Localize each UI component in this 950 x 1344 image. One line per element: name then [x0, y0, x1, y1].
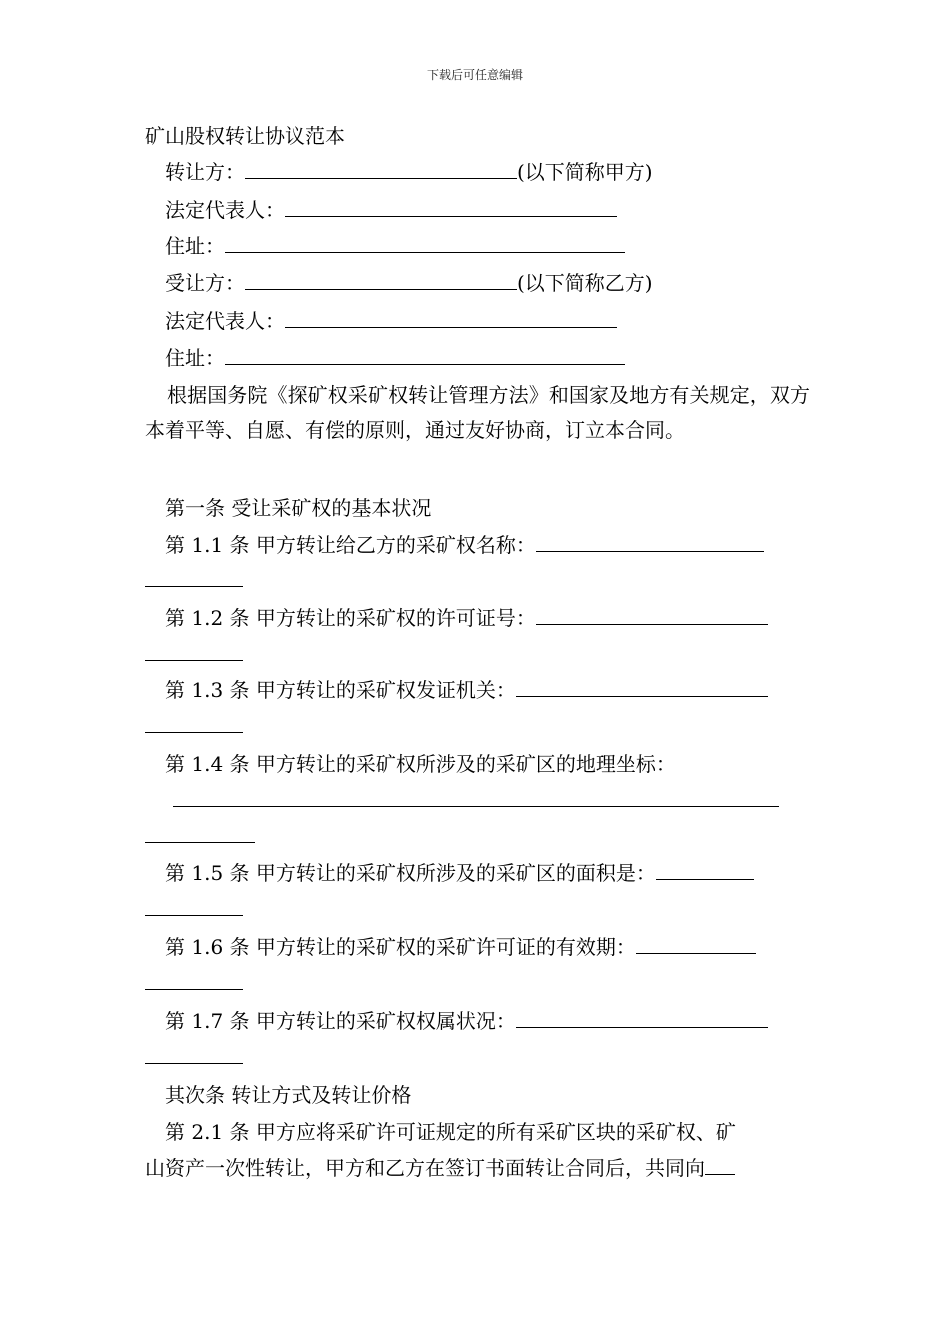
clause-2-1-line2 — [145, 1154, 735, 1182]
clause-1-1-label: 第 1.1 条 甲方转让给乙方的采矿权名称： — [165, 533, 536, 557]
transferor-rep-label: 法定代表人： — [165, 198, 285, 222]
clause-1-7-blank[interactable] — [516, 1007, 768, 1028]
transferee-line — [165, 269, 653, 297]
clause-1-4-blank[interactable] — [173, 786, 779, 807]
preamble-paragraph: 根据国务院《探矿权采矿权转让管理方法》和国家及地方有关规定，双方本着平等、自愿、有偿的原则，通过友好协商，订立本合同。 — [145, 383, 810, 442]
clause-1-5-blank[interactable] — [656, 859, 754, 880]
transferor-line — [165, 158, 653, 186]
transferor-address-blank[interactable] — [225, 232, 625, 253]
clause-1-6 — [165, 933, 756, 961]
clause-1-6-blank[interactable] — [636, 933, 756, 954]
clause-1-7-label: 第 1.7 条 甲方转让的采矿权权属状况： — [165, 1009, 516, 1033]
transferor-suffix: (以下简称甲方) — [517, 160, 653, 184]
clause-1-5-continuation — [145, 895, 243, 923]
article1-heading: 第一条 受让采矿权的基本状况 — [165, 496, 432, 520]
transferee-rep-blank[interactable] — [285, 307, 617, 328]
article2-heading: 其次条 转让方式及转让价格 — [165, 1083, 412, 1107]
document-title: 矿山股权转让协议范本 — [145, 124, 345, 148]
clause-1-1 — [165, 531, 764, 559]
transferor-label: 转让方： — [165, 160, 245, 184]
clause-1-3-blank-cont[interactable] — [145, 712, 243, 733]
transferor-rep-line — [165, 196, 617, 224]
transferee-label: 受让方： — [165, 271, 245, 295]
clause-1-3-continuation — [145, 712, 243, 740]
clause-1-2-label: 第 1.2 条 甲方转让的采矿权的许可证号： — [165, 606, 536, 630]
transferee-address-line — [165, 344, 625, 372]
clause-1-2-blank-cont[interactable] — [145, 640, 243, 661]
clause-1-5-label: 第 1.5 条 甲方转让的采矿权所涉及的采矿区的面积是： — [165, 861, 656, 885]
clause-2-1-line2-text: 山资产一次性转让，甲方和乙方在签订书面转让合同后，共同向 — [145, 1156, 705, 1180]
clause-1-4-continuation — [145, 822, 255, 850]
transferee-address-label: 住址： — [165, 346, 225, 370]
clause-1-4-label: 第 1.4 条 甲方转让的采矿权所涉及的采矿区的地理坐标： — [165, 752, 676, 776]
clause-1-6-continuation — [145, 969, 243, 997]
clause-1-6-label: 第 1.6 条 甲方转让的采矿权的采矿许可证的有效期： — [165, 935, 636, 959]
clause-2-1-line1: 第 2.1 条 甲方应将采矿许可证规定的所有采矿区块的采矿权、矿 — [165, 1120, 736, 1144]
transferee-rep-label: 法定代表人： — [165, 309, 285, 333]
transferor-address-label: 住址： — [165, 234, 225, 258]
clause-1-4-blank-line — [173, 786, 779, 814]
clause-1-7 — [165, 1007, 768, 1035]
clause-2-1-blank[interactable] — [705, 1154, 735, 1175]
clause-1-4-blank-cont[interactable] — [145, 822, 255, 843]
clause-1-4 — [165, 750, 676, 778]
clause-1-7-continuation — [145, 1043, 243, 1071]
transferee-suffix: (以下简称乙方) — [517, 271, 653, 295]
clause-1-3-label: 第 1.3 条 甲方转让的采矿权发证机关： — [165, 678, 516, 702]
transferor-address-line — [165, 232, 625, 260]
page-header: 下载后可任意编辑 — [426, 68, 523, 82]
clause-1-6-blank-cont[interactable] — [145, 969, 243, 990]
clause-1-2-continuation — [145, 640, 243, 668]
clause-1-7-blank-cont[interactable] — [145, 1043, 243, 1064]
clause-1-5 — [165, 859, 754, 887]
clause-1-5-blank-cont[interactable] — [145, 895, 243, 916]
transferor-rep-blank[interactable] — [285, 196, 617, 217]
clause-1-1-blank-cont[interactable] — [145, 566, 243, 587]
clause-1-3 — [165, 676, 768, 704]
clause-1-1-continuation — [145, 566, 243, 594]
clause-1-2-blank[interactable] — [536, 604, 768, 625]
clause-1-2 — [165, 604, 768, 632]
transferee-address-blank[interactable] — [225, 344, 625, 365]
clause-1-3-blank[interactable] — [516, 676, 768, 697]
transferee-rep-line — [165, 307, 617, 335]
transferee-blank[interactable] — [245, 269, 517, 290]
transferor-blank[interactable] — [245, 158, 517, 179]
clause-1-1-blank[interactable] — [536, 531, 764, 552]
